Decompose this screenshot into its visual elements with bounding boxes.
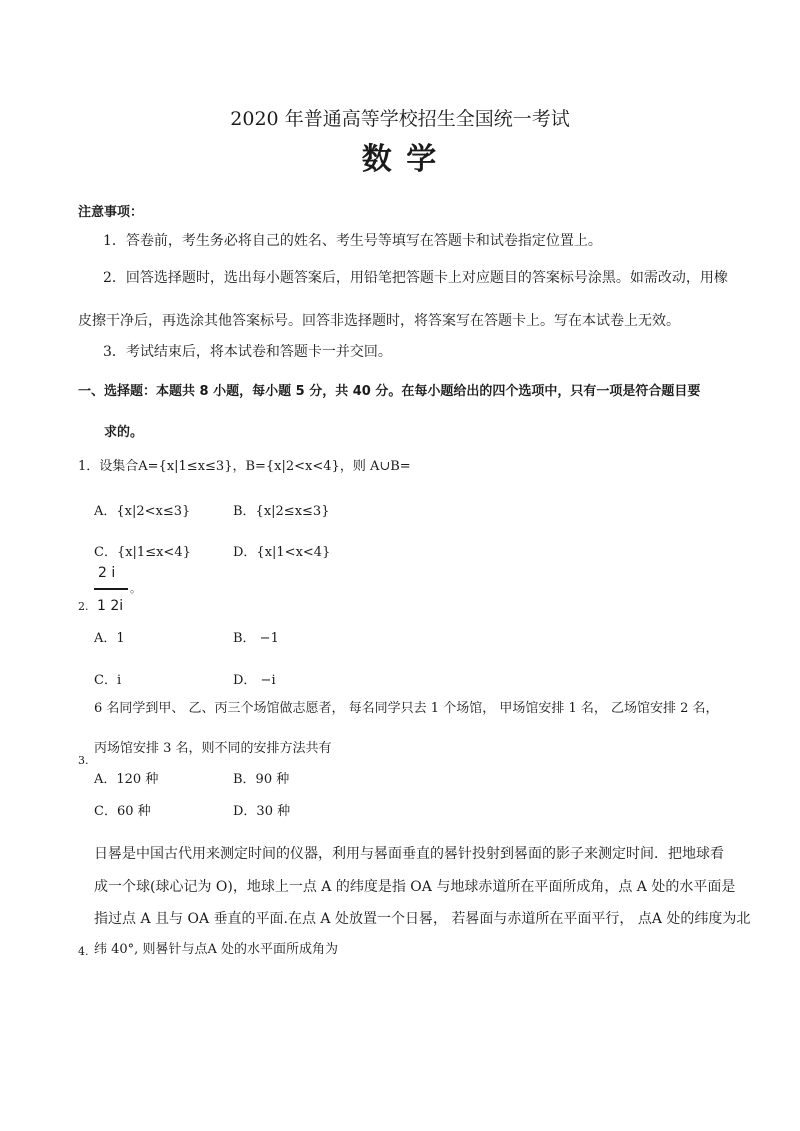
question-2-denominator: 1 2i bbox=[97, 598, 124, 614]
notice-item-3: 3．考试结束后，将本试卷和答题卡一并交回。 bbox=[103, 344, 392, 360]
question-4-line-1: 日晷是中国古代用来测定时间的仪器，利用与晷面垂直的晷针投射到晷面的影子来测定时间．把地球看 bbox=[94, 846, 724, 862]
question-3-option-d: D．30 种 bbox=[233, 804, 291, 819]
question-3-stem-line-2: 丙场馆安排 3 名，则不同的安排方法共有 bbox=[94, 741, 332, 756]
question-2-option-b: B． −1 bbox=[233, 631, 279, 646]
question-4-line-2: 成一个球(球心记为 O)，地球上一点 A 的纬度是指 OA 与地球赤道所在平面所成角，点 A 处的水平面是 bbox=[94, 879, 736, 895]
question-2-option-a: A．1 bbox=[94, 631, 125, 646]
question-2-tail: 。 bbox=[130, 582, 141, 595]
question-2-number: 2. bbox=[78, 600, 89, 613]
question-3-stem-line-1: 6 名同学到甲、 乙、丙三个场馆做志愿者， 每名同学只去 1 个场馆， 甲场馆安排 1 名， 乙场馆安排 2 名， bbox=[94, 701, 719, 716]
question-1-option-c: C．{x|1≤x<4} bbox=[94, 545, 191, 560]
section-heading-line-1: 一、选择题：本题共 8 小题，每小题 5 分，共 40 分。在每小题给出的四个选项中，只有一项是符合题目要 bbox=[78, 384, 701, 399]
notice-item-2-line-2: 皮擦干净后，再选涂其他答案标号。回答非选择题时，将答案写在答题卡上。写在本试卷上无效。 bbox=[78, 313, 680, 329]
question-3-option-a: A．120 种 bbox=[94, 772, 159, 787]
exam-subject: 数 学 bbox=[361, 142, 439, 177]
question-3-option-c: C．60 种 bbox=[94, 804, 151, 819]
question-2-fraction-bar bbox=[94, 588, 128, 590]
question-3-option-b: B．90 种 bbox=[233, 772, 290, 787]
question-2-option-c: C．i bbox=[94, 673, 122, 688]
question-1-option-d: D．{x|1<x<4} bbox=[233, 545, 331, 560]
question-4-line-4: 纬 40°, 则晷针与点A 处的水平面所成角为 bbox=[94, 942, 338, 957]
exam-title: 2020 年普通高等学校招生全国统一考试 bbox=[230, 108, 570, 130]
question-2-option-d: D． −i bbox=[233, 673, 276, 688]
question-1-option-a: A．{x|2<x≤3} bbox=[94, 504, 191, 519]
question-1-option-b: B．{x|2≤x≤3} bbox=[233, 504, 330, 519]
notice-heading: 注意事项： bbox=[78, 205, 144, 220]
question-2-numerator: 2 i bbox=[98, 565, 116, 581]
question-1-stem: 1．设集合A={x|1≤x≤3}，B={x|2<x<4}，则 A∪B= bbox=[78, 459, 411, 474]
question-3-number: 3. bbox=[78, 754, 89, 767]
notice-item-2-line-1: 2．回答选择题时，选出每小题答案后，用铅笔把答题卡上对应题目的答案标号涂黑。如需改动，用橡 bbox=[103, 270, 728, 286]
notice-item-1: 1．答卷前，考生务必将自己的姓名、考生号等填写在答题卡和试卷指定位置上。 bbox=[103, 233, 602, 249]
question-4-line-3: 指过点 A 且与 OA 垂直的平面.在点 A 处放置一个日晷， 若晷面与赤道所在平面平行， 点A 处的纬度为北 bbox=[94, 911, 751, 927]
section-heading-line-2: 求的。 bbox=[104, 425, 144, 440]
question-4-number: 4. bbox=[78, 945, 89, 958]
